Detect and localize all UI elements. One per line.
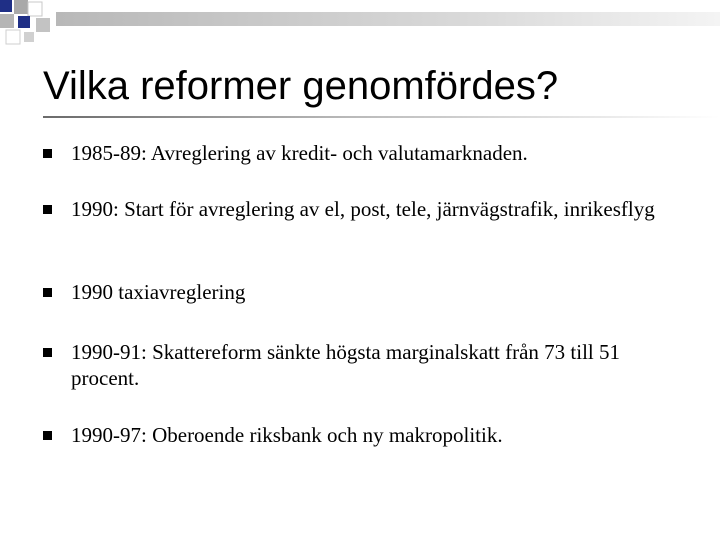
slide-title: Vilka reformer genomfördes? bbox=[43, 64, 559, 108]
square-bullet-icon bbox=[43, 288, 52, 297]
square-bullet-icon bbox=[43, 205, 52, 214]
bullet-text: 1990-91: Skattereform sänkte högsta marginalskatt från 73 till 51 procent. bbox=[71, 340, 620, 390]
square-bullet-icon bbox=[43, 431, 52, 440]
bullet-text: 1990: Start för avreglering av el, post, tele, järnvägstrafik, inrikesflyg bbox=[71, 197, 655, 221]
bullet-text: 1990 taxiavreglering bbox=[71, 280, 246, 304]
bullet-text: 1990-97: Oberoende riksbank och ny makropolitik. bbox=[71, 423, 503, 447]
square-bullet-icon bbox=[43, 348, 52, 357]
bullet-text: 1985-89: Avreglering av kredit- och valutamarknaden. bbox=[71, 141, 528, 165]
square-bullet-icon bbox=[43, 149, 52, 158]
